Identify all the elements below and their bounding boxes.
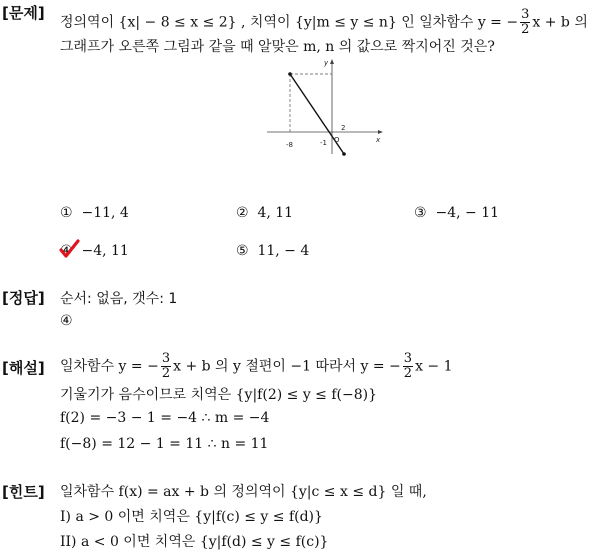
endpoint-left	[288, 72, 292, 76]
checkmark-icon	[58, 238, 80, 260]
solution-line1-part3: x − 1	[415, 358, 453, 375]
answer-tag: [정답]	[2, 289, 45, 307]
choice-4-number: ④	[60, 243, 73, 259]
solution-line4: f(−8) = 12 − 1 = 11 ∴ n = 11	[60, 436, 269, 452]
solution-fraction-2	[403, 352, 413, 381]
choice-1[interactable]	[60, 205, 129, 221]
solution-line1-part2: x + b 의 y 절편이 −1 따라서 y = −	[173, 358, 401, 375]
origin-label: O	[334, 136, 340, 144]
solution-line1-part1: 일차함수 y = −	[60, 358, 159, 375]
x-axis-arrow	[378, 130, 383, 134]
y-axis-label: y	[324, 59, 329, 67]
solution-frac1-den: 2	[161, 366, 171, 381]
choice-5-text: 11, − 4	[257, 243, 310, 259]
choice-4-text: −4, 11	[81, 243, 129, 259]
choice-2-text: 4, 11	[257, 205, 294, 221]
choice-3[interactable]	[414, 205, 499, 221]
choice-1-number: ①	[60, 205, 73, 221]
solution-fraction-1	[161, 352, 171, 381]
problem-line1-tail: x + b 의	[532, 14, 588, 31]
problem-line1-text: 정의역이 {x| − 8 ≤ x ≤ 2} , 치역이 {y|m ≤ y ≤ n} 인 일차함수 y = −	[60, 14, 519, 31]
solution-tag: [해설]	[2, 359, 45, 377]
function-graph	[262, 54, 390, 162]
solution-frac2-num: 3	[403, 351, 413, 366]
x-axis-label: x	[376, 136, 381, 144]
solution-frac2-den: 2	[403, 366, 413, 381]
tick-label-neg1: -1	[320, 139, 327, 147]
y-axis-arrow	[330, 59, 334, 64]
answer-value: ④	[60, 313, 73, 329]
choice-5[interactable]	[236, 243, 309, 259]
choice-3-text: −4, − 11	[435, 205, 500, 221]
answer-info: 순서: 없음, 갯수: 1	[60, 291, 178, 307]
problem-line1	[60, 8, 588, 37]
solution-line2: 기울기가 음수이므로 치역은 {y|f(2) ≤ y ≤ f(−8)}	[60, 387, 378, 403]
hint-tag: [힌트]	[2, 483, 45, 501]
problem-fraction	[520, 8, 530, 37]
hint-line2: I) a > 0 이면 치역은 {y|f(c) ≤ y ≤ f(d)}	[60, 509, 323, 525]
solution-line3: f(2) = −3 − 1 = −4 ∴ m = −4	[60, 410, 270, 426]
choice-1-text: −11, 4	[81, 205, 129, 221]
choice-5-number: ⑤	[236, 243, 249, 259]
solution-frac1-num: 3	[161, 351, 171, 366]
problem-line2: 그래프가 오른쪽 그림과 같을 때 알맞은 m, n 의 값으로 짝지어진 것은?	[60, 39, 495, 55]
hint-line1: 일차함수 f(x) = ax + b 의 정의역이 {y|c ≤ x ≤ d} 일 때,	[60, 484, 427, 500]
tick-label-neg8: -8	[286, 141, 293, 149]
problem-frac-num: 3	[521, 7, 530, 22]
choice-2-number: ②	[236, 205, 249, 221]
choice-3-number: ③	[414, 205, 427, 221]
tick-label-2: 2	[341, 124, 346, 132]
choice-2[interactable]	[236, 205, 293, 221]
solution-line1	[60, 352, 453, 381]
hint-line3: II) a < 0 이면 치역은 {y|f(d) ≤ y ≤ f(c)}	[60, 534, 329, 550]
problem-tag: [문제]	[2, 4, 45, 22]
endpoint-right	[342, 152, 346, 156]
problem-frac-den: 2	[521, 22, 530, 37]
